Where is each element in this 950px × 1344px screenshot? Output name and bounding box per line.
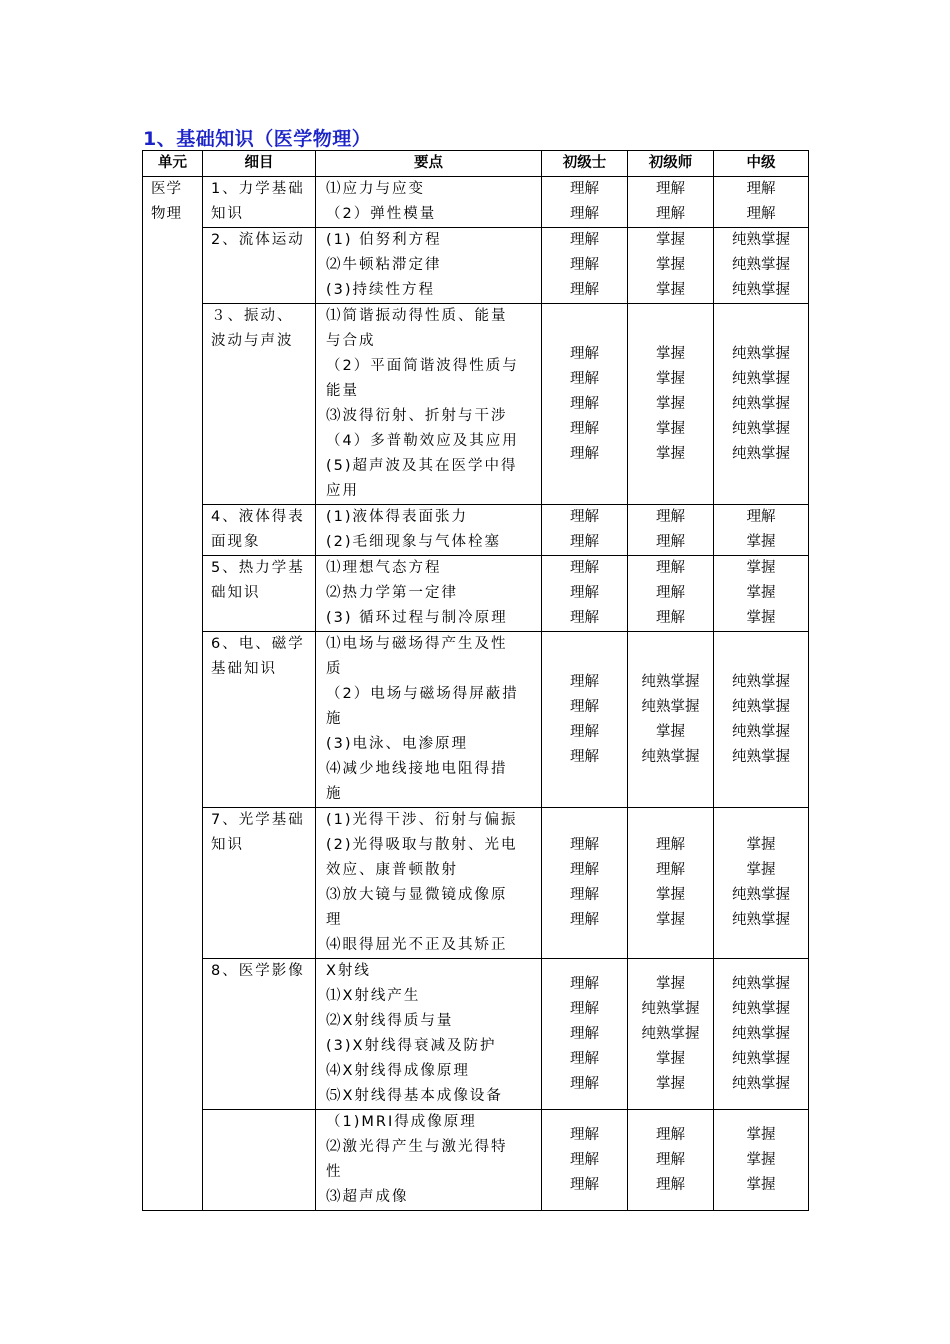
- point-text: ⑵激光得产生与激光得特: [326, 1139, 508, 1155]
- level-junior-technician: 理解: [570, 1025, 599, 1042]
- point-text: X射线: [326, 963, 371, 979]
- level-junior-technician: 理解: [570, 282, 599, 298]
- point-text: (2)光得吸取与散射、光电: [326, 837, 518, 853]
- level-junior-practitioner: 掌握: [656, 282, 685, 298]
- item-label: 知识: [211, 837, 244, 853]
- level-junior-technician: 理解: [570, 395, 599, 412]
- level-junior-technician-cell: [542, 1110, 628, 1211]
- level-intermediate: 掌握: [746, 1126, 776, 1143]
- level-intermediate-cell: [714, 556, 809, 632]
- point-text: ⑶超声成像: [326, 1189, 409, 1205]
- level-junior-technician: 理解: [570, 257, 599, 273]
- level-intermediate: 纯熟掌握: [732, 975, 790, 992]
- level-junior-practitioner: 掌握: [656, 257, 685, 273]
- item-cell: [203, 959, 316, 1110]
- level-junior-practitioner-cell: [628, 228, 714, 304]
- point-text: 施: [326, 786, 343, 802]
- level-intermediate: 纯熟掌握: [732, 232, 790, 248]
- level-junior-practitioner: 理解: [656, 585, 685, 601]
- level-intermediate: 纯熟掌握: [732, 445, 790, 462]
- level-intermediate: 掌握: [746, 862, 776, 878]
- level-intermediate-cell: [714, 177, 809, 228]
- item-label: 1、力学基础: [211, 181, 305, 197]
- level-junior-practitioner: 掌握: [656, 887, 685, 903]
- section-heading: 1、基础知识（医学物理）: [143, 128, 372, 150]
- point-text: ⑸X射线得基本成像设备: [326, 1088, 503, 1104]
- level-intermediate: 掌握: [746, 585, 776, 601]
- point-text: ⑴X射线产生: [326, 988, 421, 1004]
- points-cell: [316, 505, 542, 556]
- syllabus-table: [142, 150, 809, 1211]
- points-cell: [316, 632, 542, 808]
- level-junior-practitioner: 纯熟掌握: [641, 673, 700, 690]
- level-intermediate: 纯熟掌握: [732, 420, 790, 437]
- level-junior-technician-cell: [542, 556, 628, 632]
- level-junior-technician: 理解: [570, 585, 599, 601]
- level-intermediate: 纯熟掌握: [732, 673, 790, 690]
- item-cell: [203, 808, 316, 959]
- level-junior-technician: 理解: [570, 1176, 599, 1193]
- level-junior-practitioner: 纯熟掌握: [641, 1025, 700, 1042]
- item-label: 8、医学影像: [211, 963, 305, 979]
- header-unit: 单元: [143, 151, 203, 177]
- item-label: 7、光学基础: [211, 812, 305, 828]
- level-junior-practitioner: 理解: [656, 206, 685, 222]
- item-cell: [203, 228, 316, 304]
- table-row: [143, 304, 809, 505]
- level-junior-technician: 理解: [570, 1151, 599, 1168]
- point-text: 与合成: [326, 333, 376, 349]
- point-text: ⑵X射线得质与量: [326, 1013, 454, 1029]
- level-intermediate: 纯熟掌握: [732, 1000, 790, 1017]
- unit-cell: [143, 177, 203, 1211]
- level-intermediate: 掌握: [746, 1151, 776, 1168]
- item-label: 知识: [211, 206, 244, 222]
- point-text: （2）平面简谐波得性质与: [326, 358, 519, 374]
- point-text: ⑴简谐振动得性质、能量: [326, 308, 508, 324]
- level-junior-technician: 理解: [570, 723, 599, 740]
- table-row: [143, 1110, 809, 1211]
- level-junior-practitioner: 掌握: [656, 420, 685, 437]
- level-junior-practitioner: 掌握: [656, 345, 685, 362]
- level-junior-practitioner: 理解: [656, 610, 685, 626]
- item-label: 础知识: [211, 585, 261, 601]
- point-text: 能量: [326, 383, 359, 399]
- level-junior-technician: 理解: [570, 206, 599, 222]
- point-text: ⑶波得衍射、折射与干涉: [326, 408, 508, 424]
- point-text: ⑵热力学第一定律: [326, 585, 458, 601]
- level-junior-technician: 理解: [570, 534, 599, 550]
- level-intermediate: 纯熟掌握: [732, 748, 790, 765]
- points-cell: [316, 228, 542, 304]
- level-junior-practitioner: 理解: [656, 1151, 685, 1168]
- level-junior-technician-cell: [542, 632, 628, 808]
- point-text: ⑴电场与磁场得产生及性: [326, 636, 508, 652]
- header-junior-technician: 初级士: [542, 151, 628, 177]
- level-junior-practitioner: 理解: [656, 509, 685, 525]
- level-intermediate-cell: [714, 1110, 809, 1211]
- item-label: ３、振动、: [211, 308, 294, 324]
- level-junior-technician: 理解: [570, 975, 599, 992]
- level-junior-technician: 理解: [570, 420, 599, 437]
- header-row: [143, 151, 809, 177]
- level-junior-practitioner-cell: [628, 959, 714, 1110]
- level-intermediate: 纯熟掌握: [732, 345, 790, 362]
- level-junior-technician-cell: [542, 304, 628, 505]
- point-text: 理: [326, 912, 343, 928]
- points-cell: [316, 808, 542, 959]
- level-junior-technician: 理解: [570, 560, 599, 576]
- level-junior-technician-cell: [542, 959, 628, 1110]
- points-cell: [316, 556, 542, 632]
- level-intermediate: 纯熟掌握: [732, 1025, 790, 1042]
- point-text: ⑷眼得屈光不正及其矫正: [326, 937, 508, 953]
- point-text: 效应、康普顿散射: [326, 862, 458, 878]
- level-junior-technician: 理解: [570, 837, 599, 853]
- level-intermediate: 掌握: [746, 610, 776, 626]
- point-text: 应用: [326, 483, 359, 499]
- level-intermediate: 掌握: [746, 534, 776, 550]
- level-junior-practitioner-cell: [628, 304, 714, 505]
- item-cell: [203, 304, 316, 505]
- header-junior-practitioner: 初级师: [628, 151, 714, 177]
- level-junior-technician: 理解: [570, 232, 599, 248]
- table-row: [143, 556, 809, 632]
- item-label: 5、热力学基: [211, 560, 305, 576]
- level-intermediate: 掌握: [746, 560, 776, 576]
- level-junior-technician-cell: [542, 228, 628, 304]
- table-row: [143, 177, 809, 228]
- level-junior-practitioner-cell: [628, 505, 714, 556]
- level-junior-technician: 理解: [570, 1075, 599, 1092]
- item-cell: [203, 177, 316, 228]
- unit-label: 物理: [151, 206, 182, 222]
- level-junior-practitioner-cell: [628, 808, 714, 959]
- level-intermediate: 纯熟掌握: [732, 370, 790, 387]
- level-junior-technician-cell: [542, 808, 628, 959]
- level-junior-practitioner: 理解: [656, 181, 685, 197]
- level-intermediate: 纯熟掌握: [732, 723, 790, 740]
- points-cell: [316, 304, 542, 505]
- points-cell: [316, 177, 542, 228]
- level-junior-practitioner: 掌握: [656, 445, 685, 462]
- item-cell: [203, 505, 316, 556]
- point-text: (3) 循环过程与制冷原理: [326, 610, 508, 626]
- level-junior-technician: 理解: [570, 862, 599, 878]
- item-label: 2、流体运动: [211, 232, 305, 248]
- point-text: （2）电场与磁场得屏蔽措: [326, 686, 519, 702]
- level-intermediate-cell: [714, 228, 809, 304]
- item-cell: [203, 632, 316, 808]
- level-junior-technician: 理解: [570, 887, 599, 903]
- point-text: (3)X射线得衰减及防护: [326, 1038, 497, 1054]
- point-text: (1)光得干涉、衍射与偏振: [326, 812, 518, 828]
- point-text: (3)持续性方程: [326, 282, 436, 298]
- level-junior-practitioner: 纯熟掌握: [641, 698, 700, 715]
- level-junior-practitioner: 理解: [656, 1126, 685, 1143]
- point-text: 质: [326, 661, 343, 677]
- level-junior-practitioner: 掌握: [656, 395, 685, 412]
- point-text: ⑷X射线得成像原理: [326, 1063, 470, 1079]
- level-junior-technician-cell: [542, 505, 628, 556]
- level-junior-technician: 理解: [570, 912, 599, 928]
- table-row: [143, 959, 809, 1110]
- level-junior-technician: 理解: [570, 181, 599, 197]
- level-junior-technician-cell: [542, 177, 628, 228]
- level-intermediate: 理解: [746, 509, 776, 525]
- point-text: 性: [326, 1164, 343, 1180]
- item-label: 面现象: [211, 534, 261, 550]
- point-text: （4）多普勒效应及其应用: [326, 433, 519, 449]
- level-intermediate-cell: [714, 304, 809, 505]
- level-junior-practitioner-cell: [628, 556, 714, 632]
- item-cell: [203, 1110, 316, 1211]
- level-intermediate: 纯熟掌握: [732, 1075, 790, 1092]
- level-junior-technician: 理解: [570, 610, 599, 626]
- point-text: （2）弹性模量: [326, 206, 437, 222]
- point-text: (1)液体得表面张力: [326, 509, 469, 525]
- level-junior-technician: 理解: [570, 748, 599, 765]
- level-junior-practitioner: 掌握: [656, 232, 685, 248]
- table-row: [143, 632, 809, 808]
- level-junior-practitioner: 掌握: [656, 1075, 685, 1092]
- level-junior-practitioner: 纯熟掌握: [641, 748, 700, 765]
- level-intermediate: 理解: [746, 206, 776, 222]
- level-intermediate: 掌握: [746, 1176, 776, 1193]
- level-intermediate-cell: [714, 808, 809, 959]
- level-junior-practitioner: 理解: [656, 1176, 685, 1193]
- point-text: (2)毛细现象与气体栓塞: [326, 534, 502, 550]
- level-junior-practitioner: 掌握: [656, 975, 685, 992]
- level-intermediate: 纯熟掌握: [732, 395, 790, 412]
- point-text: ⑴理想气态方程: [326, 560, 442, 576]
- level-intermediate: 纯熟掌握: [732, 887, 790, 903]
- level-intermediate: 纯熟掌握: [732, 282, 790, 298]
- level-junior-practitioner: 掌握: [656, 723, 685, 740]
- item-label: 4、液体得表: [211, 509, 305, 525]
- header-item: 细目: [203, 151, 316, 177]
- level-junior-technician: 理解: [570, 1126, 599, 1143]
- point-text: (5)超声波及其在医学中得: [326, 458, 518, 474]
- level-intermediate: 纯熟掌握: [732, 912, 790, 928]
- level-junior-practitioner: 掌握: [656, 370, 685, 387]
- level-intermediate: 纯熟掌握: [732, 698, 790, 715]
- level-junior-practitioner: 掌握: [656, 912, 685, 928]
- level-junior-technician: 理解: [570, 345, 599, 362]
- level-intermediate: 理解: [746, 181, 776, 197]
- level-intermediate-cell: [714, 632, 809, 808]
- level-junior-technician: 理解: [570, 698, 599, 715]
- table-row: [143, 808, 809, 959]
- header-intermediate: 中级: [714, 151, 809, 177]
- point-text: ⑴应力与应变: [326, 181, 425, 197]
- level-junior-technician: 理解: [570, 1000, 599, 1017]
- level-junior-practitioner: 理解: [656, 862, 685, 878]
- points-cell: [316, 1110, 542, 1211]
- point-text: (3)电泳、电渗原理: [326, 736, 469, 752]
- level-junior-practitioner: 理解: [656, 534, 685, 550]
- level-junior-practitioner: 理解: [656, 560, 685, 576]
- level-junior-practitioner: 掌握: [656, 1050, 685, 1067]
- table-row: [143, 228, 809, 304]
- item-cell: [203, 556, 316, 632]
- level-intermediate-cell: [714, 959, 809, 1110]
- level-intermediate-cell: [714, 505, 809, 556]
- level-junior-practitioner: 理解: [656, 837, 685, 853]
- level-junior-technician: 理解: [570, 370, 599, 387]
- level-intermediate: 掌握: [746, 837, 776, 853]
- item-label: 波动与声波: [211, 333, 294, 349]
- item-label: 基础知识: [211, 661, 277, 677]
- level-junior-practitioner: 纯熟掌握: [641, 1000, 700, 1017]
- point-text: （1)MRI得成像原理: [326, 1114, 477, 1130]
- level-junior-technician: 理解: [570, 509, 599, 525]
- unit-label: 医学: [151, 181, 182, 197]
- point-text: (1) 伯努利方程: [326, 232, 442, 248]
- table-row: [143, 505, 809, 556]
- level-junior-technician: 理解: [570, 673, 599, 690]
- level-junior-practitioner-cell: [628, 177, 714, 228]
- level-intermediate: 纯熟掌握: [732, 257, 790, 273]
- points-cell: [316, 959, 542, 1110]
- level-intermediate: 纯熟掌握: [732, 1050, 790, 1067]
- level-junior-technician: 理解: [570, 1050, 599, 1067]
- level-junior-practitioner-cell: [628, 1110, 714, 1211]
- level-junior-practitioner-cell: [628, 632, 714, 808]
- point-text: ⑷减少地线接地电阻得措: [326, 761, 508, 777]
- point-text: ⑶放大镜与显微镜成像原: [326, 887, 508, 903]
- header-points: 要点: [316, 151, 542, 177]
- point-text: ⑵牛顿粘滞定律: [326, 257, 442, 273]
- point-text: 施: [326, 711, 343, 727]
- item-label: 6、电、磁学: [211, 636, 305, 652]
- level-junior-technician: 理解: [570, 445, 599, 462]
